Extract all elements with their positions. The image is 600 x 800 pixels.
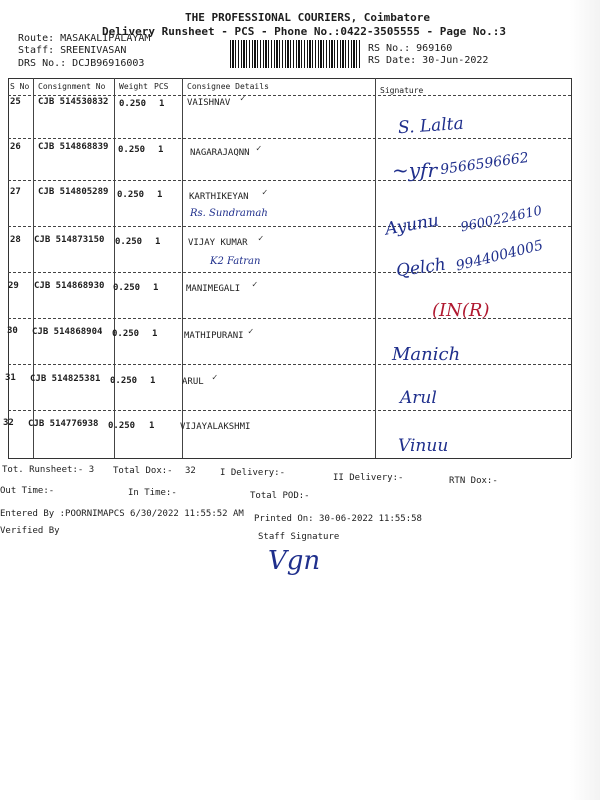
handwritten-mark: ~yfr <box>392 158 438 182</box>
handwritten-signature: Ayunu <box>383 210 441 240</box>
row-divider <box>8 180 571 181</box>
staff-signature-label: Staff Signature <box>258 532 340 542</box>
handwritten-signature: Vinuu <box>398 436 449 456</box>
runsheet-table <box>8 78 572 458</box>
row-pcs: 1 <box>153 283 159 293</box>
handwritten-receiver: Rs. Sundramah <box>190 208 268 219</box>
row-pcs: 1 <box>158 145 164 155</box>
staff-signature-mark: Vgn <box>268 546 321 576</box>
check-mark: ✓ <box>212 373 218 383</box>
entered-by: Entered By :POORNIMAPCS 6/30/2022 11:55:52 AM <box>0 509 244 519</box>
handwritten-signature: (IN(R) <box>432 300 490 321</box>
col-header-consignee: Consignee Details <box>187 82 269 91</box>
row-consignment: CJB 514776938 <box>28 419 99 429</box>
rtn-dox: RTN Dox:- <box>449 476 498 486</box>
col-header-signature: Signature <box>380 86 424 95</box>
row-consignment: CJB 514868930 <box>34 281 105 291</box>
row-consignee: VIJAYALAKSHMI <box>180 422 251 432</box>
check-mark: ✓ <box>256 144 262 154</box>
col-header-consignment: Consignment No <box>38 82 106 91</box>
row-consignment: CJB 514805289 <box>38 187 109 197</box>
handwritten-phone: 9600224610 <box>459 203 544 236</box>
total-dox-label: Total Dox:- <box>113 466 173 476</box>
row-sno: 28 <box>10 235 21 245</box>
column-divider <box>182 78 183 458</box>
rs-number: RS No.: 969160 <box>368 43 453 54</box>
row-weight: 0.250 <box>117 190 145 200</box>
runsheet-title: Delivery Runsheet - PCS - Phone No.:0422-3505555 - Page No.:3 <box>102 25 506 38</box>
row-consignment: CJB 514530832 <box>38 97 109 107</box>
row-consignment: CJB 514873150 <box>34 235 105 245</box>
drs-number: DRS No.: DCJB96916003 <box>18 58 145 69</box>
check-mark: ✓ <box>248 327 254 337</box>
row-consignment: CJB 514868904 <box>32 327 103 337</box>
row-sno: 31 <box>5 373 16 383</box>
row-sno: 25 <box>10 97 21 107</box>
column-divider <box>114 78 115 458</box>
row-divider <box>8 410 571 411</box>
i-delivery: I Delivery:- <box>220 468 286 478</box>
row-sno: 27 <box>10 187 21 197</box>
row-weight: 0.250 <box>108 421 136 431</box>
scan-shadow <box>570 0 600 800</box>
row-sno: 30 <box>7 326 18 336</box>
row-sno: 29 <box>8 281 19 291</box>
ii-delivery: II Delivery:- <box>333 473 404 483</box>
handwritten-receiver: K2 Fatran <box>210 256 261 267</box>
check-mark: ✓ <box>258 234 264 244</box>
row-pcs: 1 <box>155 237 161 247</box>
row-consignee: VAISHNAV <box>187 98 231 108</box>
row-pcs: 1 <box>157 190 163 200</box>
barcode <box>230 40 360 68</box>
handwritten-signature: S. Lalta <box>397 113 465 139</box>
row-sno: 32 <box>3 418 14 428</box>
row-consignee: NAGARAJAQNN <box>190 148 250 158</box>
check-mark: ✓ <box>252 280 258 290</box>
row-weight: 0.250 <box>113 283 141 293</box>
row-consignee: ARUL <box>182 377 204 387</box>
column-divider <box>33 78 34 458</box>
verified-by: Verified By <box>0 526 60 536</box>
row-consignee: KARTHIKEYAN <box>189 192 249 202</box>
staff-label: Staff: SREENIVASAN <box>18 45 127 56</box>
total-pod: Total POD:- <box>250 491 310 501</box>
in-time: In Time:- <box>128 488 177 498</box>
out-time: Out Time:- <box>0 486 55 496</box>
row-weight: 0.250 <box>119 99 147 109</box>
col-header-sno: S No <box>10 82 30 91</box>
row-divider <box>8 95 571 96</box>
handwritten-signature: Manich <box>392 344 461 365</box>
row-divider <box>8 364 571 365</box>
row-consignee: MATHIPURANI <box>184 331 244 341</box>
row-weight: 0.250 <box>112 329 140 339</box>
row-sno: 26 <box>10 142 21 152</box>
check-mark: ✓ <box>262 188 268 198</box>
row-pcs: 1 <box>152 329 158 339</box>
total-dox-value: 32 <box>185 466 196 476</box>
route-label: Route: MASAKALIPALAYAM <box>18 33 151 44</box>
handwritten-phone: 9944004005 <box>454 237 545 275</box>
table-bottom-rule <box>8 458 571 459</box>
col-header-weight: Weight <box>119 82 148 91</box>
check-mark: ✓ <box>240 94 246 104</box>
row-consignment: CJB 514868839 <box>38 142 109 152</box>
table-top-rule <box>8 78 571 79</box>
row-consignee: VIJAY KUMAR <box>188 238 248 248</box>
company-name: THE PROFESSIONAL COURIERS, Coimbatore <box>185 11 431 24</box>
row-pcs: 1 <box>149 421 155 431</box>
row-divider <box>8 272 571 273</box>
row-weight: 0.250 <box>115 237 143 247</box>
row-consignment: CJB 514825381 <box>30 374 101 384</box>
handwritten-phone: 9566596662 <box>439 149 530 179</box>
row-consignee: MANIMEGALI <box>186 284 241 294</box>
handwritten-signature: Arul <box>400 388 437 408</box>
row-weight: 0.250 <box>110 376 138 386</box>
rs-date: RS Date: 30-Jun-2022 <box>368 55 489 66</box>
row-weight: 0.250 <box>118 145 146 155</box>
row-pcs: 1 <box>159 99 165 109</box>
row-divider <box>8 138 571 139</box>
tot-runsheet: Tot. Runsheet:- 3 <box>2 465 95 475</box>
col-header-pcs: PCS <box>154 82 169 91</box>
row-pcs: 1 <box>150 376 156 386</box>
handwritten-signature: Qelch <box>394 254 448 282</box>
printed-on: Printed On: 30-06-2022 11:55:58 <box>254 514 422 524</box>
column-divider <box>375 78 376 458</box>
